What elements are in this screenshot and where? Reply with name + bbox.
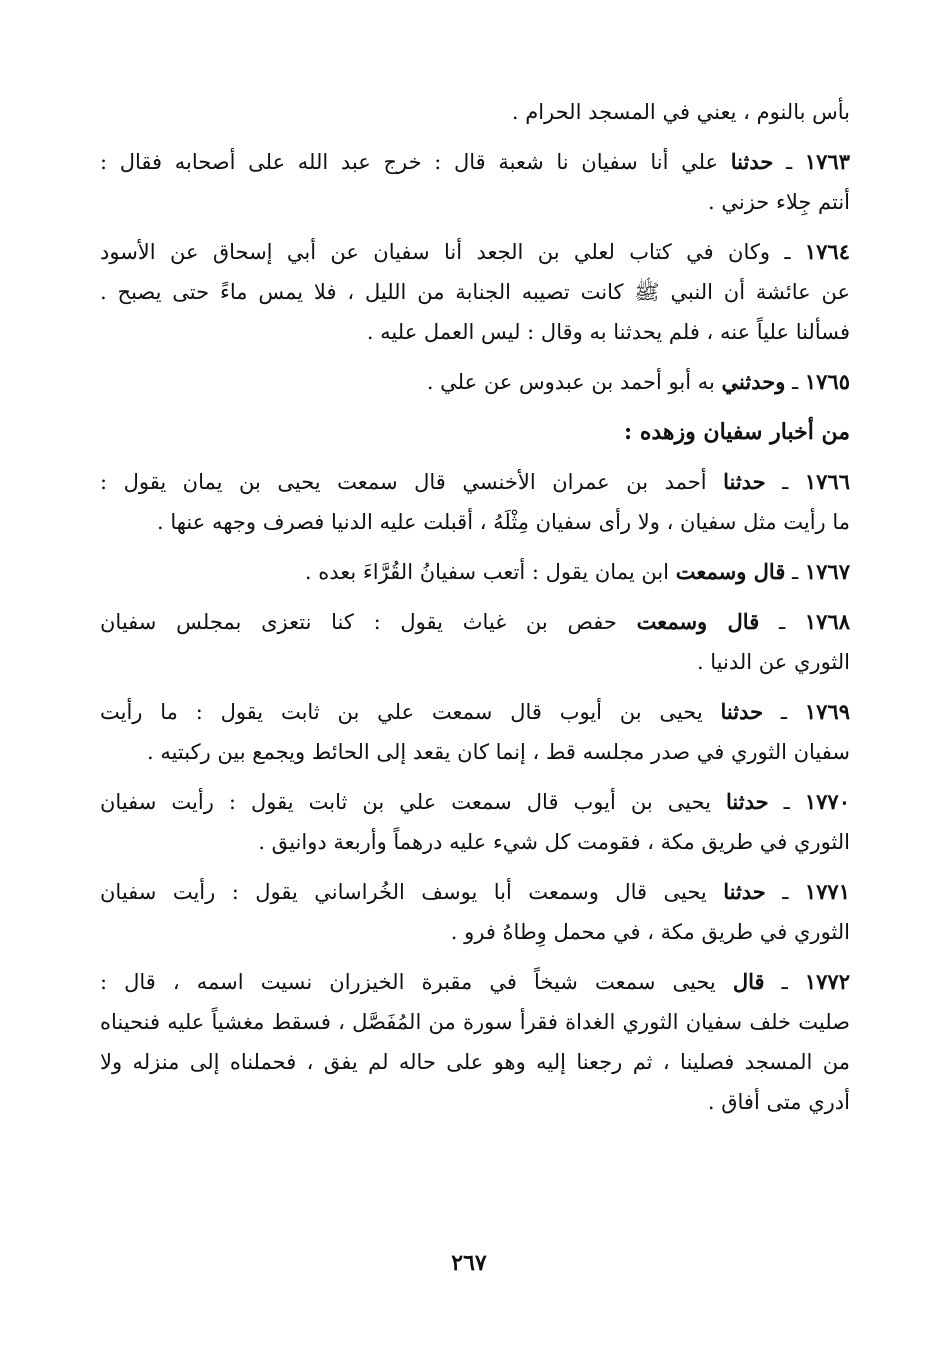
line-text: الثوري في طريق مكة ، في محمل وِطاهُ فرو . [450,920,850,944]
hadith-number: ١٧٧٠ [804,789,850,814]
hadith-number: ١٧٦٥ [804,369,850,394]
line-text: ما رأيت مثل سفيان ، ولا رأى سفيان مِثْلَهُ ، أقبلت عليه الدنيا فصرف وجهه عنها . [157,510,850,534]
hadith-number: ١٧٦٩ [804,699,850,724]
hadith-lead: حدثنا [730,149,774,174]
hadith-number: ١٧٦٤ [804,239,850,264]
text-line [100,272,850,312]
text-line [100,92,850,132]
line-text: الثوري في طريق مكة ، فقومت كل شيء عليه درهماً وأربعة دوانيق . [258,830,850,854]
page-body [100,92,850,1122]
text-line [100,1082,850,1122]
hadith-1763: ١٧٦٣ ـ حدثنا علي أنا سفيان نا شعبة قال : خرج عبد الله على أصحابه فقال : [100,149,850,174]
hadith-1765: ١٧٦٥ ـ وحدثني به أبو أحمد بن عبدوس عن علي . [426,369,850,394]
hadith-lead: وحدثني [721,369,786,394]
hadith-1771: ١٧٧١ ـ حدثنا يحيى قال وسمعت أبا يوسف الخُراساني يقول : رأيت سفيان [100,879,850,904]
line-text: علي أنا سفيان نا شعبة قال : خرج عبد الله على أصحابه فقال : [100,150,719,174]
hadith-lead: حدثنا [726,789,769,814]
hadith-1770: ١٧٧٠ ـ حدثنا يحيى بن أيوب قال سمعت علي بن ثابت يقول : رأيت سفيان [100,789,850,814]
hadith-1769: ١٧٦٩ ـ حدثنا يحيى بن أيوب قال سمعت علي بن ثابت يقول : ما رأيت [100,699,850,724]
text-line [100,912,850,952]
hadith-number: ١٧٧١ [804,879,850,904]
text-line [100,1002,850,1042]
section-heading: من أخبار سفيان وزهده : [624,419,850,445]
hadith-lead: حدثنا [723,879,766,904]
text-line [100,642,850,682]
hadith-lead: حدثنا [723,469,766,494]
hadith-lead: حدثنا [720,699,764,724]
line-text: حفص بن غياث يقول : كنا نتعزى بمجلس سفيان [100,610,617,634]
line-text: الثوري عن الدنيا . [696,650,850,674]
text-line [100,502,850,542]
line-text: أنتم جِلاء حزني . [708,190,850,214]
hadith-1768: ١٧٦٨ ـ قال وسمعت حفص بن غياث يقول : كنا نتعزى بمجلس سفيان [100,609,850,634]
text-line [100,822,850,862]
hadith-1772: ١٧٧٢ ـ قال يحيى سمعت شيخاً في مقبرة الخيزران نسيت اسمه ، قال : [100,969,850,994]
hadith-number: ١٧٦٣ [804,149,850,174]
text-line [100,732,850,772]
line-text: وكان في كتاب لعلي بن الجعد أنا سفيان عن أبي إسحاق عن الأسود [100,240,770,264]
hadith-1766: ١٧٦٦ ـ حدثنا أحمد بن عمران الأخنسي قال سمعت يحيى بن يمان يقول : [100,469,850,494]
line-text: يحيى بن أيوب قال سمعت علي بن ثابت يقول : ما رأيت [100,700,703,724]
hadith-number: ١٧٦٧ [804,559,850,584]
hadith-lead: قال وسمعت [636,609,760,634]
line-text: يحيى سمعت شيخاً في مقبرة الخيزران نسيت اسمه ، قال : [100,970,716,994]
hadith-1764: ١٧٦٤ ـ وكان في كتاب لعلي بن الجعد أنا سفيان عن أبي إسحاق عن الأسود [100,239,850,264]
hadith-number: ١٧٦٨ [804,609,850,634]
line-text: سفيان الثوري في صدر مجلسه قط ، إنما كان يقعد إلى الحائط ويجمع بين ركبتيه . [146,740,850,764]
line-text: يحيى بن أيوب قال سمعت علي بن ثابت يقول : رأيت سفيان [100,790,711,814]
hadith-number: ١٧٦٦ [804,469,850,494]
line-text: أحمد بن عمران الأخنسي قال سمعت يحيى بن يمان يقول : [100,470,707,494]
line-text: صليت خلف سفيان الثوري الغداة فقرأ سورة من المُفَصَّل ، فسقط مغشياً عليه فنحيناه [100,1010,850,1034]
hadith-1767: ١٧٦٧ ـ قال وسمعت ابن يمان يقول : أتعب سفيانُ القُرَّاءَ بعده . [304,559,850,584]
line-text: ابن يمان يقول : أتعب سفيانُ القُرَّاءَ بعده . [304,560,670,584]
line-text: فسألنا علياً عنه ، فلم يحدثنا به وقال : ليس العمل عليه . [366,320,850,344]
line-text: بأس بالنوم ، يعني في المسجد الحرام . [511,100,850,124]
page-number: ٢٦٧ [451,1250,487,1276]
line-text: عن عائشة أن النبي ﷺ كانت تصيبه الجنابة من الليل ، فلا يمس ماءً حتى يصبح . [100,280,850,304]
line-text: من المسجد فصلينا ، ثم رجعنا إليه وهو على حاله لم يفق ، فحملناه إلى منزله ولا [100,1050,850,1074]
hadith-lead: قال وسمعت [675,559,786,584]
text-line [100,312,850,352]
hadith-number: ١٧٧٢ [804,969,850,994]
line-text: أدري متى أفاق . [707,1090,850,1114]
line-text: يحيى قال وسمعت أبا يوسف الخُراساني يقول : رأيت سفيان [100,880,707,904]
text-line [100,1042,850,1082]
line-text: به أبو أحمد بن عبدوس عن علي . [426,370,715,394]
text-line [100,182,850,222]
hadith-lead: قال [732,969,765,994]
